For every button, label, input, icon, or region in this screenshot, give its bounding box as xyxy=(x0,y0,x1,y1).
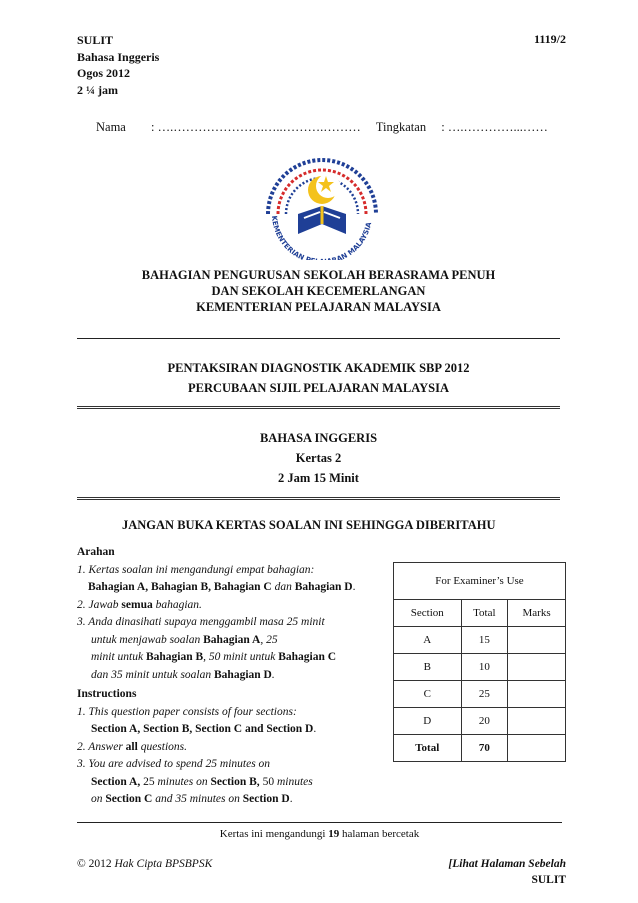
paper-code: 1119/2 xyxy=(533,32,566,46)
name-row xyxy=(96,120,548,135)
table-row xyxy=(394,708,566,735)
marks-cell[interactable] xyxy=(508,735,566,762)
arahan-line-1: 1. Kertas soalan ini mengandungi empat bahagian: xyxy=(77,563,315,576)
exam-block xyxy=(77,358,560,398)
marks-cell[interactable] xyxy=(508,654,566,681)
org-line-2: DAN SEKOLAH KECEMERLANGAN xyxy=(211,284,426,298)
name-label: Nama xyxy=(96,120,126,134)
col-header-marks: Marks xyxy=(508,600,566,627)
org-block xyxy=(77,267,560,315)
table-row xyxy=(394,654,566,681)
section-cell: Total xyxy=(394,735,462,762)
divider-2 xyxy=(77,406,560,409)
col-header-section: Section xyxy=(394,600,462,627)
table-row xyxy=(394,735,566,762)
footer-classification: SULIT xyxy=(531,874,566,886)
marks-cell[interactable] xyxy=(508,627,566,654)
instructions-line-1: 1. This question paper consists of four sections: xyxy=(77,705,297,718)
total-cell: 25 xyxy=(461,681,508,708)
examiner-table xyxy=(393,562,566,762)
exam-line-2: PERCUBAAN SIJIL PELAJARAN MALAYSIA xyxy=(187,381,450,395)
instructions-line-2: Section A, Section B, Section C and Section D. xyxy=(91,723,317,735)
table-row xyxy=(394,627,566,654)
divider-1 xyxy=(77,338,560,339)
warning-text: JANGAN BUKA KERTAS SOALAN INI SEHINGGA DIBERITAHU xyxy=(122,518,496,532)
page-count: Kertas ini mengandungi 19 halaman bercetak xyxy=(219,828,420,840)
form-field[interactable]: : ….…………...…… xyxy=(441,120,548,134)
section-cell: C xyxy=(394,681,462,708)
org-line-1: BAHAGIAN PENGURUSAN SEKOLAH BERASRAMA PENUH xyxy=(141,268,496,282)
col-header-total: Total xyxy=(461,600,508,627)
classification-label: SULIT xyxy=(77,33,114,47)
arahan-line-2: Bahagian A, Bahagian B, Bahagian C dan Bahagian D. xyxy=(88,581,356,593)
instructions-line-5: Section A, 25 minutes on Section B, 50 minutes xyxy=(91,775,313,788)
ministry-logo xyxy=(258,152,386,260)
paper-number: Kertas 2 xyxy=(295,451,342,465)
logo-ring-text: KEMENTERIAN P AN MALAYSIA xyxy=(269,215,374,260)
section-cell: A xyxy=(394,627,462,654)
section-cell: D xyxy=(394,708,462,735)
paper-block xyxy=(77,428,560,488)
instructions-heading: Instructions xyxy=(77,688,137,700)
arahan-line-5: untuk menjawab soalan Bahagian A, 25 xyxy=(91,633,278,646)
instructions-block xyxy=(77,686,316,809)
paper-subject: BAHASA INGGERIS xyxy=(259,431,378,445)
next-page-note: [Lihat Halaman Sebelah xyxy=(448,858,566,870)
exam-date: Ogos 2012 xyxy=(77,66,131,80)
subject-label: Bahasa Inggeris xyxy=(77,49,160,64)
arahan-line-4: 3. Anda dinasihati supaya menggambil masa 25 minit xyxy=(77,616,325,628)
footer-divider xyxy=(77,822,562,823)
exam-line-1: PENTAKSIRAN DIAGNOSTIK AKADEMIK SBP 2012 xyxy=(167,361,470,375)
instructions-line-4: 3. You are advised to spend 25 minutes on xyxy=(77,758,271,770)
arahan-line-6: minit untuk Bahagian B, 50 minit untuk Bahagian C xyxy=(91,651,337,663)
instructions-line-3: 2. Answer all questions. xyxy=(77,740,188,753)
divider-3 xyxy=(77,497,560,500)
total-cell: 10 xyxy=(461,654,508,681)
total-cell: 15 xyxy=(461,627,508,654)
copyright: © 2012 Hak Cipta BPSBPSK xyxy=(77,858,213,870)
arahan-line-3: 2. Jawab semua bahagian. xyxy=(77,598,202,611)
header-block xyxy=(77,32,159,98)
org-line-3: KEMENTERIAN PELAJARAN MALAYSIA xyxy=(196,300,441,314)
paper-time: 2 Jam 15 Minit xyxy=(278,471,359,485)
marks-cell[interactable] xyxy=(508,681,566,708)
table-row xyxy=(394,681,566,708)
instructions-line-6: on Section C and 35 minutes on Section D. xyxy=(91,793,293,805)
total-cell: 70 xyxy=(461,735,508,762)
marks-cell[interactable] xyxy=(508,708,566,735)
arahan-heading: Arahan xyxy=(77,546,115,558)
arahan-block xyxy=(77,544,355,684)
name-field[interactable]: : ….………………….…..……….……… xyxy=(150,120,361,134)
total-cell: 20 xyxy=(461,708,508,735)
form-label: Tingkatan xyxy=(375,120,427,134)
examiner-table-title: For Examiner’s Use xyxy=(394,563,566,600)
section-cell: B xyxy=(394,654,462,681)
arahan-line-7: dan 35 minit untuk soalan Bahagian D. xyxy=(91,668,275,681)
exam-duration: 2 ¼ jam xyxy=(77,82,118,97)
